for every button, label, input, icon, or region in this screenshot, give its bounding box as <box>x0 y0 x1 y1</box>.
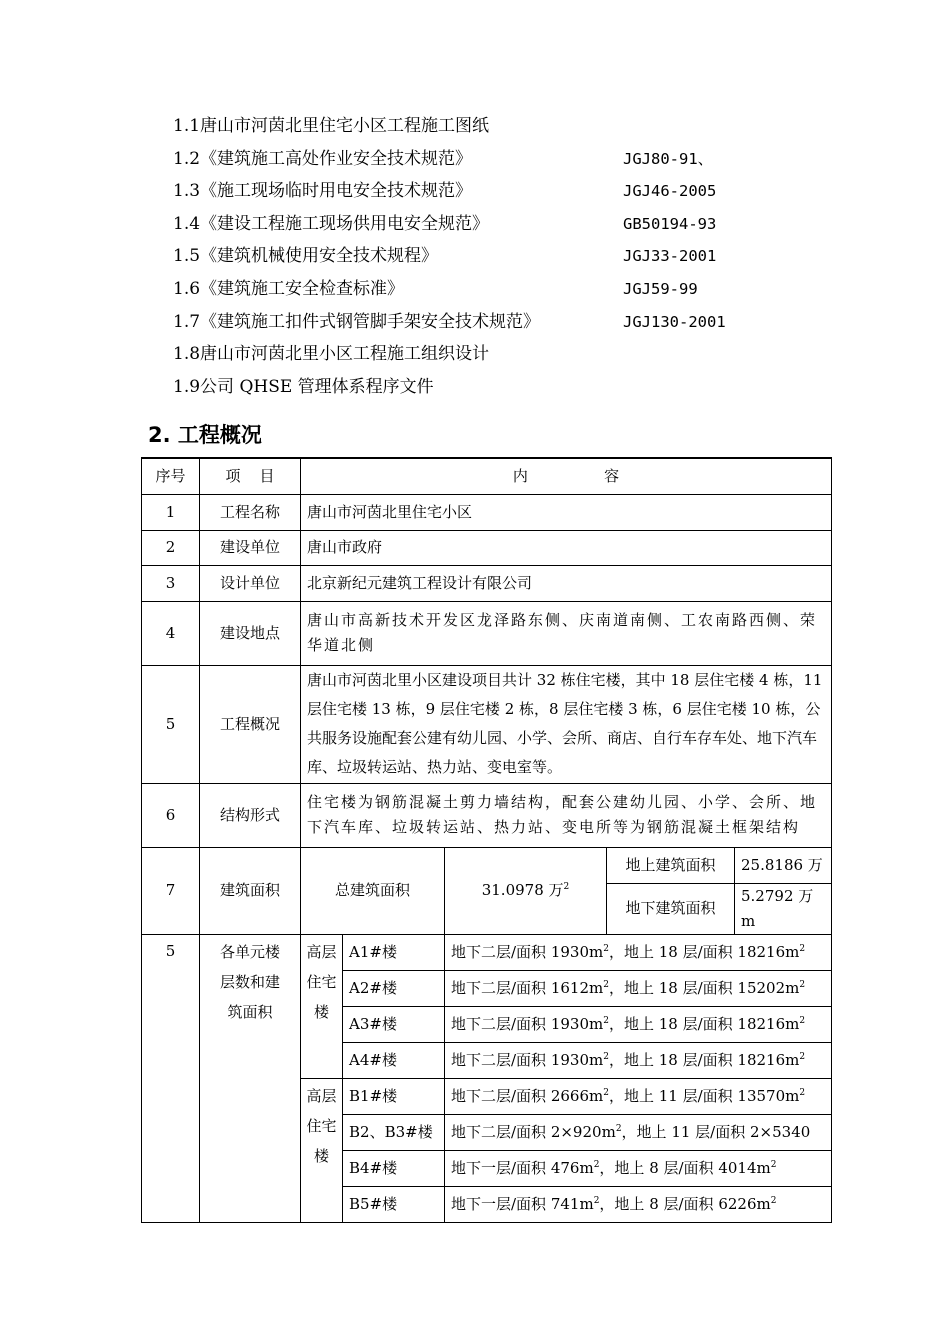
building-name: A1#楼 <box>343 934 445 970</box>
header-no: 序号 <box>142 458 200 494</box>
reference-title: 唐山市河茵北里住宅小区工程施工图纸 <box>200 116 490 136</box>
table-row <box>142 601 832 665</box>
total-area-value: 31.0978 万$^2$ <box>445 847 607 934</box>
building-name: A2#楼 <box>343 970 445 1006</box>
reference-number: 1.3 <box>173 181 201 202</box>
reference-code: JGJ59-99 <box>623 279 698 298</box>
building-detail: 地下一层/面积 $741m^2$，地上 8 层/面积 $6226m^2$ <box>445 1186 832 1222</box>
row-no: 1 <box>142 494 200 530</box>
reference-item <box>173 242 873 275</box>
row-no: 3 <box>142 565 200 601</box>
building-name: A4#楼 <box>343 1042 445 1078</box>
row-no: 7 <box>142 847 200 934</box>
row-no: 5 <box>142 934 200 1222</box>
reference-number: 1.4 <box>173 213 201 234</box>
area-row <box>142 847 832 883</box>
building-detail: 地下二层/面积 $1930m^2$，地上 18 层/面积 $18216m^2$ <box>445 1042 832 1078</box>
row-no: 5 <box>142 665 200 783</box>
reference-item <box>173 373 873 406</box>
building-group-label: 高层住宅楼 <box>301 1078 343 1222</box>
reference-number: 1.6 <box>173 278 201 299</box>
reference-item <box>173 145 873 178</box>
project-overview-table <box>141 457 832 1223</box>
building-group-label: 高层住宅楼 <box>301 934 343 1078</box>
reference-item <box>173 177 873 210</box>
table-row <box>142 565 832 601</box>
section-heading: 2. 工程概况 <box>148 423 262 447</box>
table-row <box>142 665 832 783</box>
row-item: 建筑面积 <box>200 847 301 934</box>
above-ground-area-label: 地上建筑面积 <box>607 847 735 883</box>
reference-number: 1.5 <box>173 246 201 267</box>
row-item: 各单元楼层数和建筑面积 <box>200 934 301 1222</box>
row-item: 工程概况 <box>200 665 301 783</box>
reference-code: JGJ46-2005 <box>623 182 717 201</box>
reference-title: 《施工现场临时用电安全技术规范》 <box>200 181 473 202</box>
row-content: 北京新纪元建筑工程设计有限公司 <box>301 565 832 601</box>
row-item: 建设单位 <box>200 530 301 565</box>
reference-number: 1.8 <box>173 344 201 365</box>
unit-row <box>142 934 832 970</box>
building-name: B2、B3#楼 <box>343 1114 445 1150</box>
reference-item <box>173 340 873 373</box>
building-detail: 地下二层/面积 $1930m^2$，地上 18 层/面积 $18216m^2$ <box>445 1006 832 1042</box>
building-detail: 地下二层/面积 $2666m^2$，地上 11 层/面积 $13570m^2$ <box>445 1078 832 1114</box>
reference-number: 1.1 <box>173 116 201 136</box>
row-content: 住宅楼为钢筋混凝土剪力墙结构，配套公建幼儿园、小学、会所、地下汽车库、垃圾转运站、热力站、变电所等为钢筋混凝土框架结构 <box>301 783 832 847</box>
below-ground-area-value: 5.2792 万 m <box>735 883 832 934</box>
reference-number: 1.2 <box>173 148 201 169</box>
reference-item <box>173 275 873 308</box>
row-no: 2 <box>142 530 200 565</box>
row-item: 工程名称 <box>200 494 301 530</box>
reference-title: 公司 QHSE 管理体系程序文件 <box>200 376 434 397</box>
table-row <box>142 494 832 530</box>
table-row <box>142 783 832 847</box>
row-no: 4 <box>142 601 200 665</box>
building-detail: 地下二层/面积 $1612m^2$，地上 18 层/面积 $15202m^2$ <box>445 970 832 1006</box>
reference-code: GB50194-93 <box>623 214 717 233</box>
row-content: 唐山市河茵北里住宅小区 <box>301 494 832 530</box>
reference-title: 《建筑施工安全检查标准》 <box>200 278 405 299</box>
row-content: 唐山市高新技术开发区龙泽路东侧、庆南道南侧、工农南路西侧、荣华道北侧 <box>301 601 832 665</box>
building-name: A3#楼 <box>343 1006 445 1042</box>
total-area-label: 总建筑面积 <box>301 847 445 934</box>
building-detail: 地下二层/面积 $2\times 920m^2$，地上 11 层/面积 2×5340 <box>445 1114 832 1150</box>
above-ground-area-value: 25.8186 万 <box>735 847 832 883</box>
reference-list <box>173 112 873 405</box>
reference-title: 唐山市河茵北里小区工程施工组织设计 <box>200 344 490 365</box>
row-content: 唐山市河茵北里小区建设项目共计 32 栋住宅楼，其中 18 层住宅楼 4 栋，11 层住宅楼 13 栋，9 层住宅楼 2 栋，8 层住宅楼 3 栋，6 层住宅楼 10 栋，公共服务设施配套公建有幼儿园、小学、会所、商店、自行车存车处、地下汽车库、垃圾转运站、热力站、变电室等。 <box>301 665 832 783</box>
building-detail: 地下一层/面积 $476m^2$，地上 8 层/面积 $4014m^2$ <box>445 1150 832 1186</box>
building-name: B5#楼 <box>343 1186 445 1222</box>
reference-title: 《建筑施工扣件式钢管脚手架安全技术规范》 <box>200 311 541 332</box>
reference-code: JGJ33-2001 <box>623 247 717 266</box>
row-item: 建设地点 <box>200 601 301 665</box>
table-row <box>142 530 832 565</box>
reference-title: 《建筑施工高处作业安全技术规范》 <box>200 148 473 169</box>
reference-item <box>173 210 873 243</box>
reference-item <box>173 308 873 341</box>
header-item: 项 目 <box>200 458 301 494</box>
reference-number: 1.9 <box>173 376 201 397</box>
header-content: 内 容 <box>301 458 832 494</box>
reference-item <box>173 112 873 145</box>
row-content: 唐山市政府 <box>301 530 832 565</box>
table-header-row <box>142 458 832 494</box>
building-detail: 地下二层/面积 $1930m^2$，地上 18 层/面积 $18216m^2$ <box>445 934 832 970</box>
row-no: 6 <box>142 783 200 847</box>
reference-code: JGJ80-91、 <box>623 149 714 168</box>
row-item: 设计单位 <box>200 565 301 601</box>
building-name: B4#楼 <box>343 1150 445 1186</box>
row-item: 结构形式 <box>200 783 301 847</box>
reference-title: 《建设工程施工现场供用电安全规范》 <box>200 213 490 234</box>
below-ground-area-label: 地下建筑面积 <box>607 883 735 934</box>
building-name: B1#楼 <box>343 1078 445 1114</box>
reference-title: 《建筑机械使用安全技术规程》 <box>200 246 439 267</box>
reference-code: JGJ130-2001 <box>623 312 726 331</box>
reference-number: 1.7 <box>173 311 201 332</box>
